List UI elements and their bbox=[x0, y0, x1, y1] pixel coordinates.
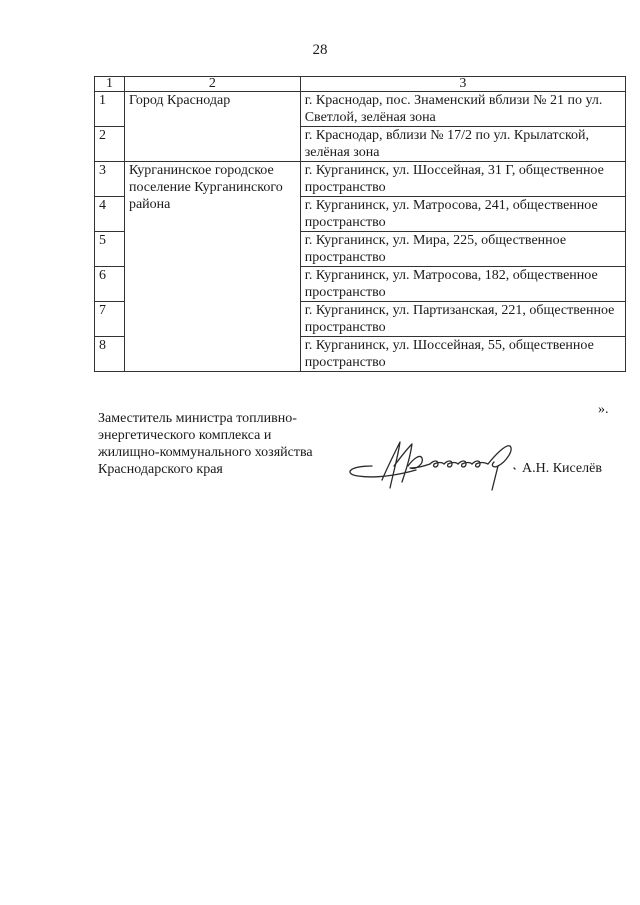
row-number: 1 bbox=[95, 92, 125, 127]
table-header-row bbox=[95, 77, 626, 92]
handwritten-signature bbox=[338, 436, 524, 494]
location-cell: г. Краснодар, вблизи № 17/2 по ул. Крылатской, зелёная зона bbox=[300, 127, 625, 162]
location-cell: г. Курганинск, ул. Мира, 225, общественное пространство bbox=[300, 232, 625, 267]
place-cell: Город Краснодар bbox=[124, 92, 300, 162]
row-number: 7 bbox=[95, 302, 125, 337]
row-number: 2 bbox=[95, 127, 125, 162]
row-number: 8 bbox=[95, 337, 125, 372]
place-cell: Курганинское городское поселение Курганинского района bbox=[124, 162, 300, 372]
column-header: 1 bbox=[95, 77, 125, 92]
location-cell: г. Курганинск, ул. Матросова, 182, общественное пространство bbox=[300, 267, 625, 302]
column-header: 3 bbox=[300, 77, 625, 92]
signer-name: А.Н. Киселёв bbox=[522, 461, 602, 476]
location-cell: г. Курганинск, ул. Партизанская, 221, общественное пространство bbox=[300, 302, 625, 337]
locations-table bbox=[94, 76, 626, 372]
table-row bbox=[95, 92, 626, 127]
page-number: 28 bbox=[312, 42, 328, 58]
closing-quote-mark: ». bbox=[598, 402, 609, 417]
signer-title: Заместитель министра топливно- энергетического комплекса и жилищно-коммунального хозяйства Краснодарского края bbox=[98, 411, 313, 477]
location-cell: г. Курганинск, ул. Шоссейная, 55, общественное пространство bbox=[300, 337, 625, 372]
row-number: 4 bbox=[95, 197, 125, 232]
location-cell: г. Курганинск, ул. Шоссейная, 31 Г, общественное пространство bbox=[300, 162, 625, 197]
row-number: 5 bbox=[95, 232, 125, 267]
row-number: 6 bbox=[95, 267, 125, 302]
location-cell: г. Краснодар, пос. Знаменский вблизи № 21 по ул. Светлой, зелёная зона bbox=[300, 92, 625, 127]
column-header: 2 bbox=[124, 77, 300, 92]
row-number: 3 bbox=[95, 162, 125, 197]
table-row bbox=[95, 162, 626, 197]
location-cell: г. Курганинск, ул. Матросова, 241, общественное пространство bbox=[300, 197, 625, 232]
